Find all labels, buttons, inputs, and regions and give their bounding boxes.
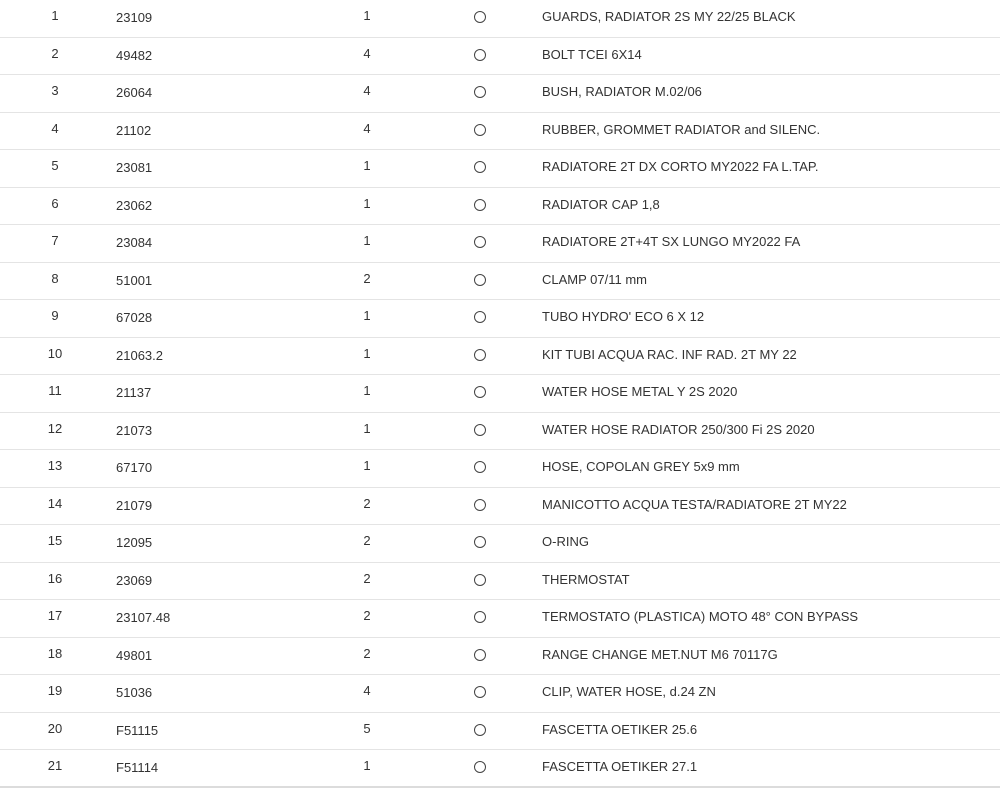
row-number: 16: [47, 570, 63, 586]
part-quantity: 1: [363, 420, 371, 436]
part-code: 23062: [116, 197, 153, 213]
row-number: 7: [51, 233, 59, 248]
row-number: 9: [51, 308, 59, 323]
part-quantity: 2: [363, 645, 371, 661]
part-quantity: 4: [363, 45, 371, 61]
part-quantity: 4: [363, 683, 371, 698]
part-quantity: 1: [363, 458, 371, 473]
row-number: 15: [47, 533, 63, 548]
row-number: 21: [47, 758, 63, 773]
part-description: WATER HOSE RADIATOR 250/300 Fi 2S 2020: [542, 421, 815, 437]
radio-unchecked-icon[interactable]: [474, 274, 486, 286]
table-row: [0, 0, 1000, 38]
part-description: FASCETTA OETIKER 25.6: [542, 721, 698, 737]
radio-unchecked-icon[interactable]: [474, 124, 486, 136]
part-code: 21063.2: [116, 347, 163, 363]
table-row: [0, 225, 1000, 263]
part-quantity: 1: [363, 233, 371, 248]
row-number: 3: [51, 83, 59, 98]
row-number: 19: [47, 683, 63, 698]
row-number: 5: [51, 158, 59, 173]
part-description: CLIP, WATER HOSE, d.24 ZN: [542, 684, 716, 699]
table-row: [0, 713, 1000, 751]
radio-unchecked-icon[interactable]: [474, 574, 486, 586]
part-code: 21079: [116, 497, 153, 513]
row-number: 10: [47, 345, 63, 361]
part-description: RADIATORE 2T DX CORTO MY2022 FA L.TAP.: [542, 159, 819, 174]
part-description: THERMOSTAT: [542, 571, 630, 587]
row-number: 4: [51, 120, 59, 136]
select-part-radio[interactable]: [474, 86, 488, 100]
part-description: RUBBER, GROMMET RADIATOR and SILENC.: [542, 121, 821, 137]
radio-unchecked-icon[interactable]: [474, 349, 486, 361]
select-part-radio[interactable]: [474, 461, 488, 475]
table-row: [0, 375, 1000, 413]
table-row: [0, 525, 1000, 563]
part-code: F51114: [116, 760, 159, 775]
radio-unchecked-icon[interactable]: [474, 686, 486, 698]
radio-unchecked-icon[interactable]: [474, 461, 486, 473]
table-row: [0, 675, 1000, 713]
select-part-radio[interactable]: [474, 199, 488, 213]
part-description: BOLT TCEI 6X14: [542, 46, 642, 62]
table-row: [0, 563, 1000, 601]
part-code: 51036: [116, 685, 153, 700]
row-number: 2: [51, 45, 59, 61]
radio-unchecked-icon[interactable]: [474, 236, 486, 248]
part-code: 12095: [116, 535, 153, 550]
part-quantity: 1: [363, 8, 371, 23]
select-part-radio[interactable]: [474, 686, 488, 700]
select-part-radio[interactable]: [474, 236, 488, 250]
part-description: MANICOTTO ACQUA TESTA/RADIATORE 2T MY22: [542, 496, 847, 512]
part-quantity: 1: [363, 758, 371, 773]
part-quantity: 1: [363, 195, 371, 211]
row-number: 17: [47, 608, 63, 623]
radio-unchecked-icon[interactable]: [474, 161, 486, 173]
table-row: [0, 263, 1000, 301]
part-quantity: 1: [363, 308, 371, 323]
row-number: 6: [51, 195, 59, 211]
part-quantity: 4: [363, 83, 371, 98]
row-number: 20: [47, 720, 63, 736]
row-number: 8: [51, 270, 59, 286]
table-row: [0, 600, 1000, 638]
radio-unchecked-icon[interactable]: [474, 611, 486, 623]
part-description: FASCETTA OETIKER 27.1: [542, 759, 698, 774]
part-description: HOSE, COPOLAN GREY 5x9 mm: [542, 459, 740, 474]
select-part-radio[interactable]: [474, 761, 488, 775]
part-code: 23084: [116, 235, 153, 250]
select-part-radio[interactable]: [474, 724, 488, 738]
part-description: RADIATOR CAP 1,8: [542, 196, 660, 212]
row-number: 13: [47, 458, 63, 473]
radio-unchecked-icon[interactable]: [474, 649, 486, 661]
part-quantity: 2: [363, 570, 371, 586]
part-code: 23069: [116, 572, 153, 588]
part-code: 26064: [116, 85, 153, 100]
table-row: [0, 75, 1000, 113]
part-quantity: 2: [363, 533, 371, 548]
row-number: 11: [48, 383, 62, 398]
part-code: 23081: [116, 160, 153, 175]
radio-unchecked-icon[interactable]: [474, 424, 486, 436]
select-part-radio[interactable]: [474, 611, 488, 625]
radio-unchecked-icon[interactable]: [474, 11, 486, 23]
part-description: O-RING: [542, 534, 589, 549]
table-row: [0, 38, 1000, 76]
select-part-radio[interactable]: [474, 311, 488, 325]
part-description: RADIATORE 2T+4T SX LUNGO MY2022 FA: [542, 234, 801, 249]
select-part-radio[interactable]: [474, 11, 488, 25]
row-number: 18: [47, 645, 63, 661]
part-description: TERMOSTATO (PLASTICA) MOTO 48° CON BYPASS: [542, 609, 859, 624]
row-number: 12: [47, 420, 63, 436]
select-part-radio[interactable]: [474, 386, 488, 400]
row-number: 1: [51, 8, 59, 23]
table-row: [0, 638, 1000, 676]
select-part-radio[interactable]: [474, 349, 488, 363]
part-code: 21073: [116, 422, 153, 438]
table-row: [0, 338, 1000, 376]
radio-unchecked-icon[interactable]: [474, 386, 486, 398]
part-code: 21102: [116, 122, 152, 138]
radio-unchecked-icon[interactable]: [474, 49, 486, 61]
part-code: F51115: [116, 722, 159, 738]
select-part-radio[interactable]: [474, 536, 488, 550]
part-quantity: 4: [363, 120, 371, 136]
select-part-radio[interactable]: [474, 499, 488, 513]
part-quantity: 2: [363, 495, 371, 511]
part-code: 51001: [116, 272, 153, 288]
part-code: 49801: [116, 647, 153, 663]
table-row: [0, 488, 1000, 526]
part-description: GUARDS, RADIATOR 2S MY 22/25 BLACK: [542, 9, 796, 24]
part-quantity: 1: [363, 345, 371, 361]
table-row: [0, 413, 1000, 451]
table-row: [0, 188, 1000, 226]
select-part-radio[interactable]: [474, 274, 488, 288]
part-quantity: 1: [363, 158, 371, 173]
table-row: [0, 450, 1000, 488]
select-part-radio[interactable]: [474, 649, 488, 663]
part-quantity: 1: [363, 383, 371, 398]
row-number: 14: [47, 495, 63, 511]
radio-unchecked-icon[interactable]: [474, 199, 486, 211]
part-description: RANGE CHANGE MET.NUT M6 70117G: [542, 646, 778, 662]
radio-unchecked-icon[interactable]: [474, 499, 486, 511]
select-part-radio[interactable]: [474, 124, 488, 138]
part-code: 23109: [116, 10, 153, 25]
table-row: [0, 300, 1000, 338]
part-quantity: 5: [363, 720, 371, 736]
part-description: TUBO HYDRO' ECO 6 X 12: [542, 309, 705, 324]
radio-unchecked-icon[interactable]: [474, 86, 486, 98]
part-code: 21137: [116, 385, 152, 400]
select-part-radio[interactable]: [474, 424, 488, 438]
radio-unchecked-icon[interactable]: [474, 311, 486, 323]
part-code: 49482: [116, 47, 153, 63]
radio-unchecked-icon[interactable]: [474, 724, 486, 736]
radio-unchecked-icon[interactable]: [474, 536, 486, 548]
part-quantity: 2: [363, 608, 371, 623]
part-code: 67170: [116, 460, 153, 475]
part-description: WATER HOSE METAL Y 2S 2020: [542, 384, 738, 399]
radio-unchecked-icon[interactable]: [474, 761, 486, 773]
part-code: 67028: [116, 310, 153, 325]
part-description: KIT TUBI ACQUA RAC. INF RAD. 2T MY 22: [542, 346, 797, 362]
select-part-radio[interactable]: [474, 49, 488, 63]
select-part-radio[interactable]: [474, 574, 488, 588]
part-quantity: 2: [363, 270, 371, 286]
select-part-radio[interactable]: [474, 161, 488, 175]
table-row: [0, 150, 1000, 188]
part-code: 23107.48: [116, 610, 171, 625]
table-row: [0, 113, 1000, 151]
part-description: CLAMP 07/11 mm: [542, 271, 648, 287]
part-description: BUSH, RADIATOR M.02/06: [542, 84, 702, 99]
